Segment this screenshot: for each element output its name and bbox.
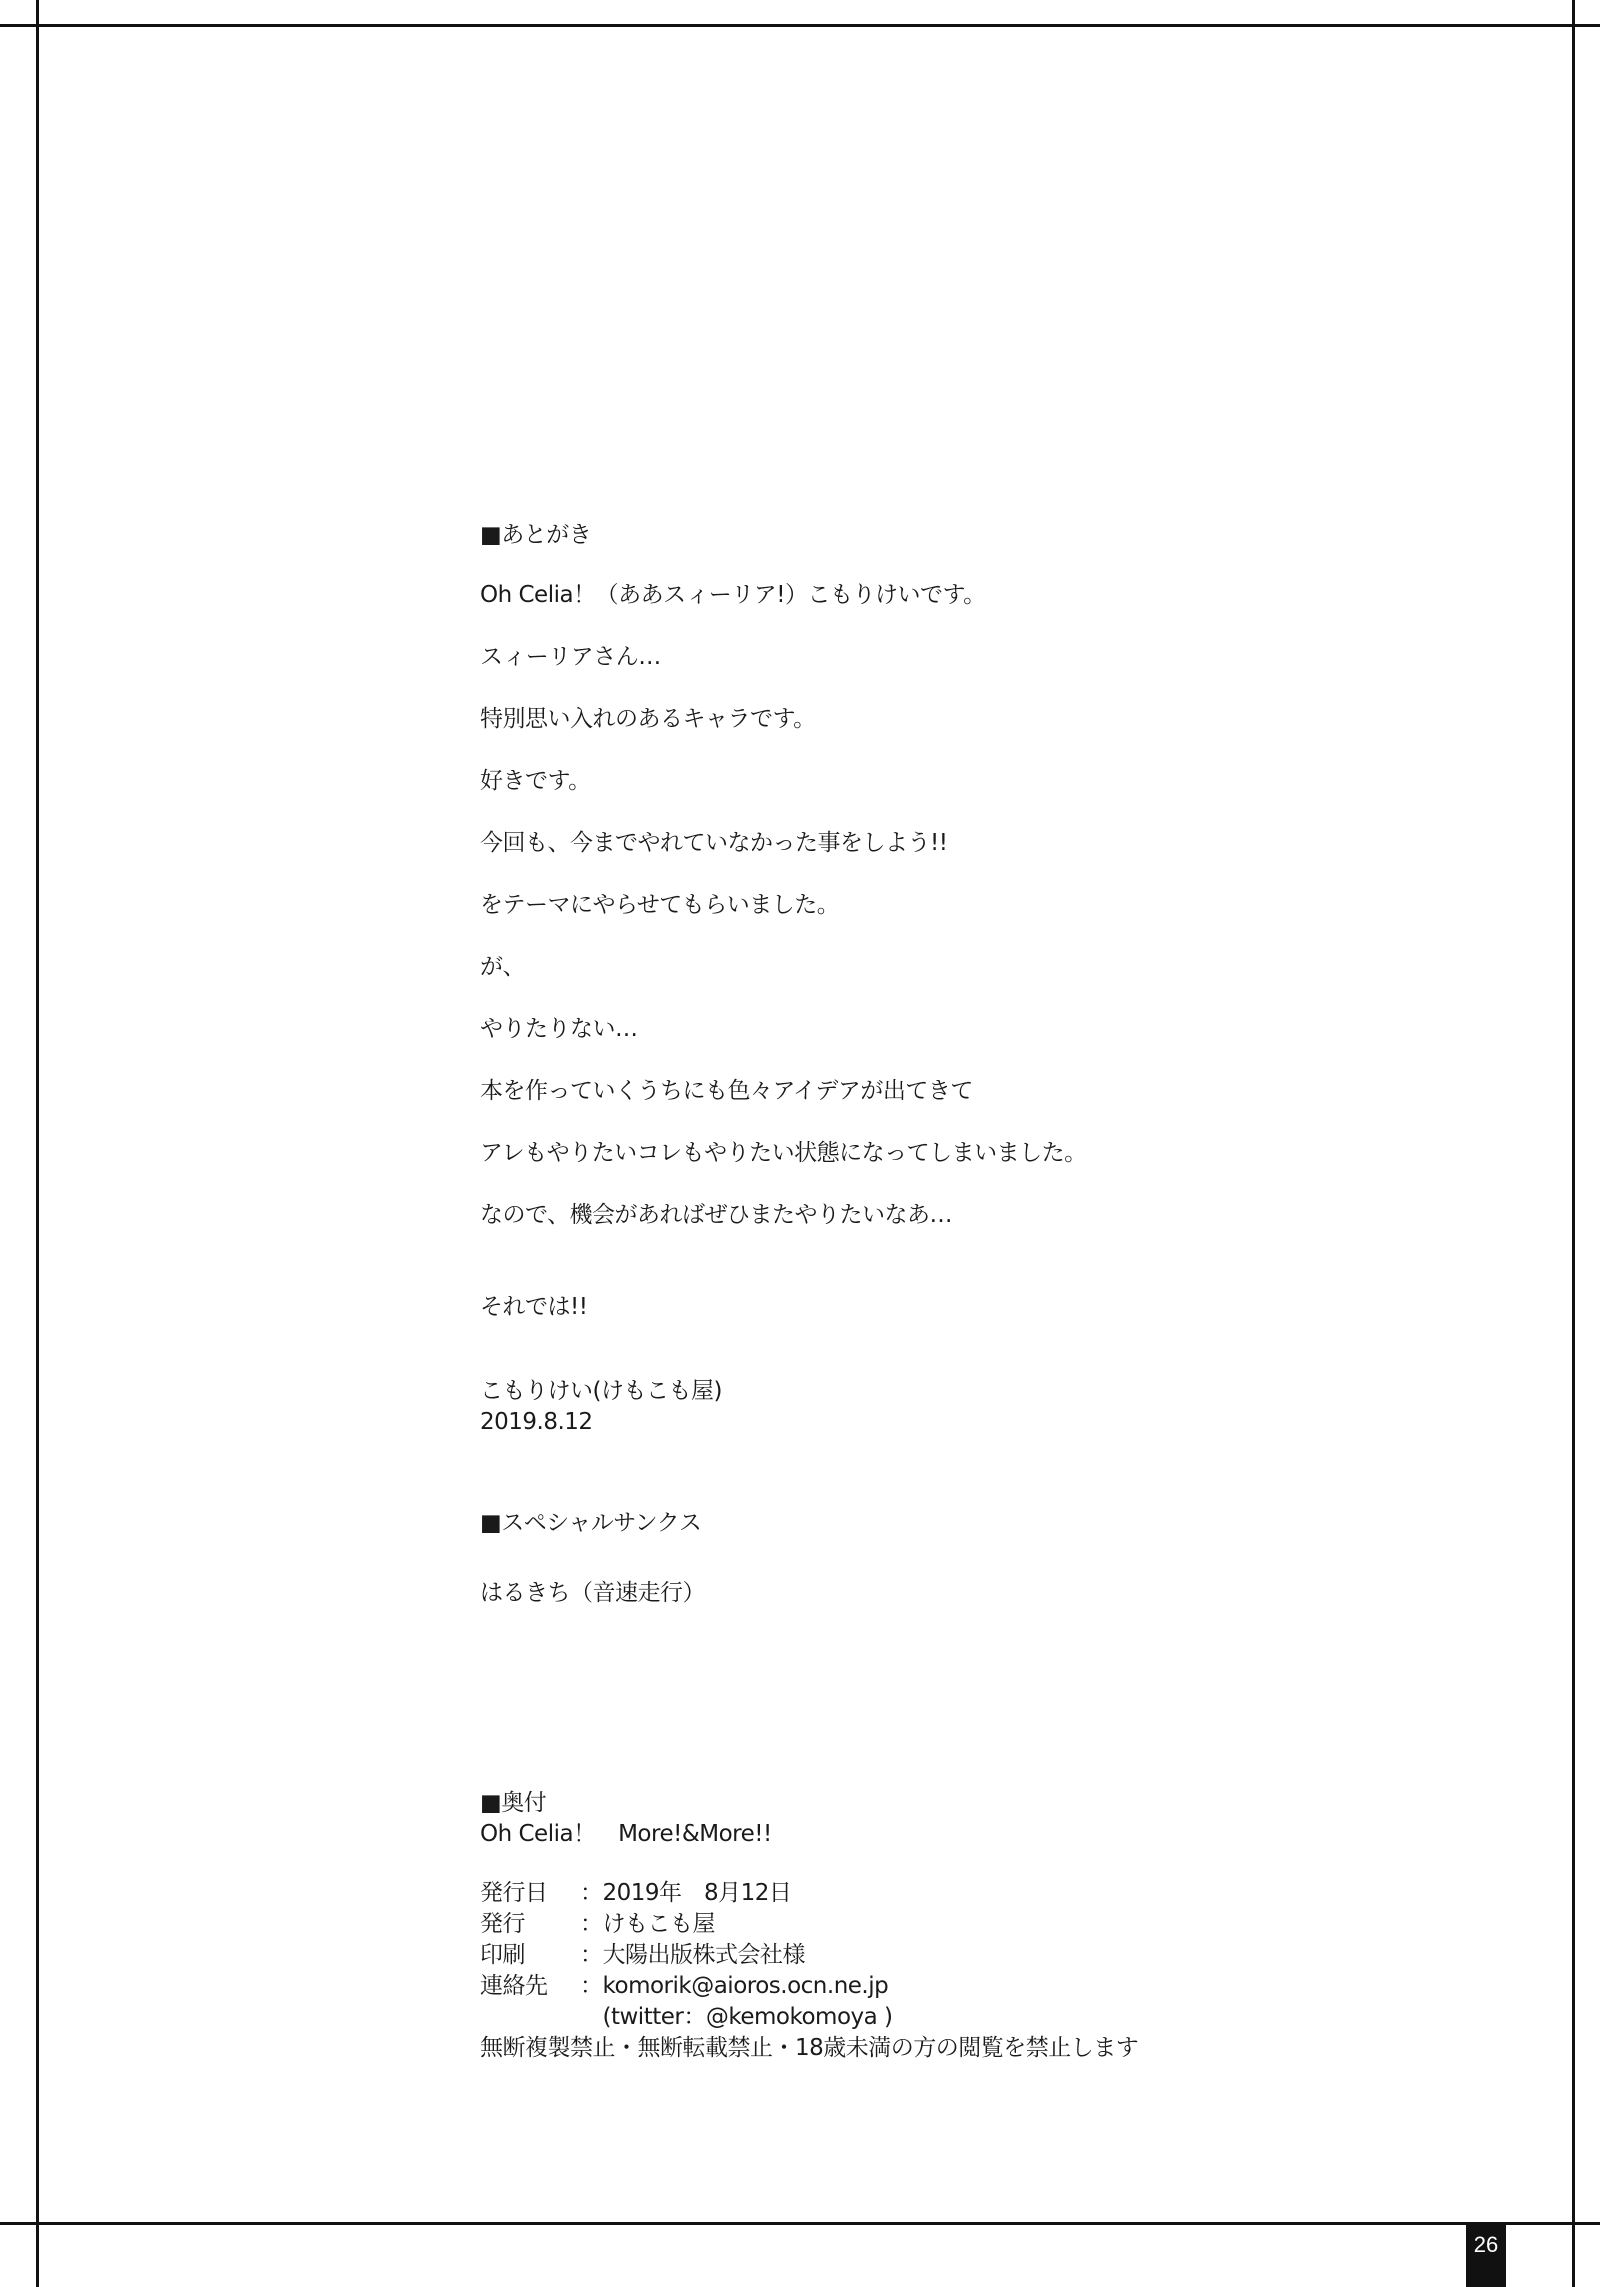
- colophon-label: 発行: [480, 1911, 525, 1937]
- contact-email: ：komorik@aioros.ocn.ne.jp: [580, 1973, 889, 1999]
- colophon-value: ：2019年 8月12日: [580, 1880, 792, 1906]
- afterword-line: 特別思い入れのあるキャラです。: [480, 706, 816, 732]
- afterword-line: なので、機会があればぜひまたやりたいなあ…: [480, 1202, 953, 1228]
- author-signature: こもりけい(けもこも屋): [480, 1378, 722, 1404]
- afterword-line: 好きです。: [480, 768, 591, 794]
- colophon-value: ：けもこも屋: [580, 1911, 715, 1937]
- text-content: [480, 520, 1300, 2064]
- afterword-section: [480, 520, 1300, 1438]
- twitter-handle: (twitter：@kemokomoya ): [580, 2004, 893, 2030]
- frame-line-right: [1572, 0, 1575, 2287]
- afterword-line: アレもやりたいコレもやりたい状態になってしまいました。: [480, 1140, 1087, 1166]
- colophon-label: 印刷: [480, 1942, 525, 1968]
- afterword-line: 今回も、今までやれていなかった事をしよう!!: [480, 830, 948, 856]
- colophon-heading: ■奥付: [480, 1790, 547, 1816]
- colophon-title: Oh Celia！ More!&More!!: [480, 1821, 772, 1847]
- colophon-row-publish-date: [480, 1878, 1300, 1909]
- colophon-label: 連絡先: [480, 1973, 548, 1999]
- colophon-row-publisher: [480, 1909, 1300, 1940]
- afterword-closing: それでは!!: [480, 1294, 588, 1320]
- afterword-heading: ■あとがき: [480, 522, 592, 548]
- frame-line-bottom: [0, 2222, 1600, 2225]
- frame-line-left: [36, 0, 39, 2287]
- copyright-notice: 無断複製禁止・無断転載禁止・18歳未満の方の閲覧を禁止します: [480, 2035, 1139, 2061]
- colophon-row-printer: [480, 1940, 1300, 1971]
- afterword-line: が、: [480, 954, 525, 980]
- colophon-section: [480, 1788, 1300, 2064]
- afterword-line: やりたりない…: [480, 1016, 638, 1042]
- afterword-line: 本を作っていくうちにも色々アイデアが出てきて: [480, 1078, 973, 1104]
- afterword-line: Oh Celia！（ああスィーリア!）こもりけいです。: [480, 582, 986, 608]
- colophon-label: [480, 2002, 576, 2033]
- colophon-label: 発行日: [480, 1880, 548, 1906]
- special-thanks-heading: ■スペシャルサンクス: [480, 1510, 702, 1536]
- afterword-date: 2019.8.12: [480, 1409, 593, 1435]
- special-thanks-name: はるきち（音速走行）: [480, 1580, 705, 1606]
- page-number: 26: [1466, 2222, 1506, 2287]
- special-thanks-section: [480, 1508, 1300, 1608]
- frame-line-top: [0, 24, 1600, 27]
- afterword-line: をテーマにやらせてもらいました。: [480, 892, 840, 918]
- afterword-line: スィーリアさん…: [480, 644, 661, 670]
- colophon-row-contact: [480, 1971, 1300, 2002]
- colophon-value: ：大陽出版株式会社様: [580, 1942, 805, 1968]
- colophon-row-twitter: [480, 2002, 1300, 2033]
